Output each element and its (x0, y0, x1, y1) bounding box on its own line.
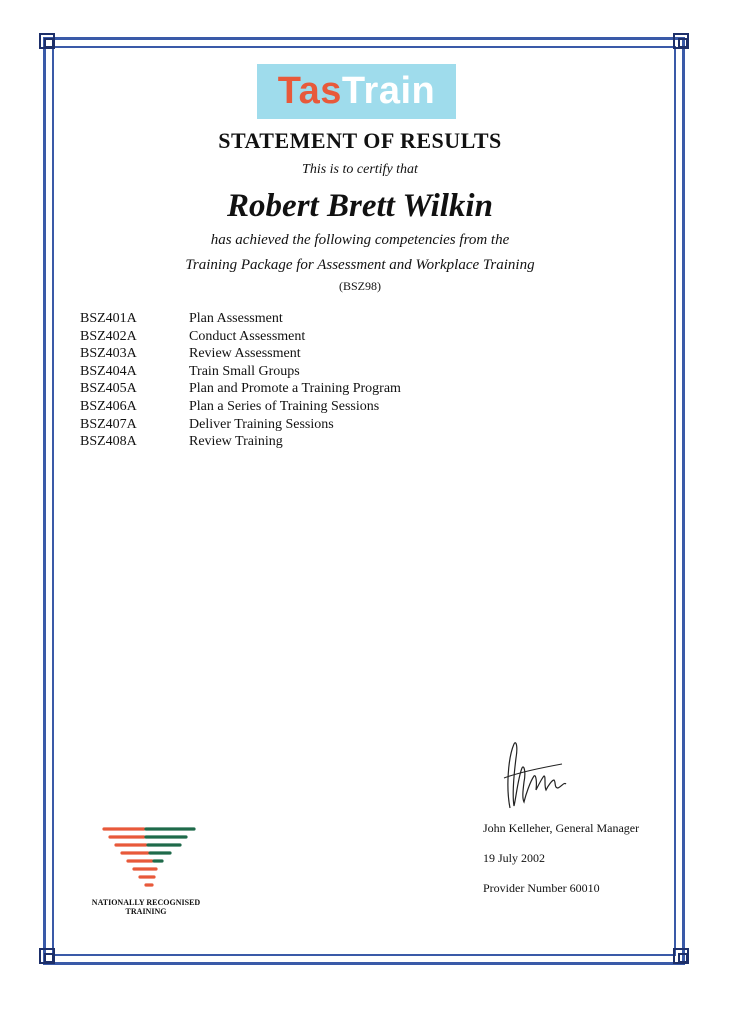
nrt-label (84, 898, 208, 916)
unit-name: Review Training (189, 434, 283, 450)
unit-code: BSZ404A (80, 363, 137, 379)
training-package-name: Training Package for Assessment and Workplace Training (185, 257, 535, 273)
list-item (80, 416, 401, 434)
list-item (80, 433, 401, 451)
unit-name: Deliver Training Sessions (189, 416, 334, 432)
corner-ornament (39, 948, 55, 964)
corner-ornament (39, 33, 55, 49)
issue-date: 19 July 2002 (483, 851, 546, 865)
list-item (80, 310, 401, 328)
provider-number: Provider Number 60010 (483, 881, 600, 895)
corner-ornament (673, 948, 689, 964)
tastrain-logo (257, 64, 456, 119)
signatory-name: John Kelleher, General Manager (483, 821, 640, 835)
unit-code: BSZ402A (80, 328, 137, 344)
nrt-label-line2: TRAINING (125, 907, 167, 916)
unit-code: BSZ406A (80, 398, 137, 414)
list-item (80, 363, 401, 381)
list-item (80, 328, 401, 346)
signatory-block (483, 821, 639, 911)
unit-code: BSZ405A (80, 381, 137, 397)
unit-code: BSZ403A (80, 346, 137, 362)
unit-name: Conduct Assessment (189, 328, 306, 344)
document-title: STATEMENT OF RESULTS (218, 128, 502, 153)
unit-code: BSZ401A (80, 311, 137, 326)
certify-line: This is to certify that (302, 162, 418, 177)
signature-image (500, 738, 570, 810)
nationally-recognised-training-logo (100, 825, 200, 890)
unit-name: Train Small Groups (189, 363, 300, 379)
competency-list (80, 310, 401, 451)
training-package-code: (BSZ98) (339, 279, 381, 293)
unit-name: Review Assessment (189, 346, 301, 362)
nrt-label-line1: NATIONALLY RECOGNISED (91, 898, 201, 907)
unit-name: Plan a Series of Training Sessions (189, 398, 380, 414)
logo-part-train: Train (341, 70, 436, 112)
list-item (80, 345, 401, 363)
logo-part-tas: Tas (277, 70, 342, 112)
unit-code: BSZ408A (80, 434, 137, 450)
achieved-line: has achieved the following competencies from the (210, 232, 510, 248)
recipient-name: Robert Brett Wilkin (227, 188, 493, 224)
unit-name: Plan Assessment (189, 311, 283, 326)
list-item (80, 380, 401, 398)
corner-ornament (673, 33, 689, 49)
unit-code: BSZ407A (80, 416, 137, 432)
unit-name: Plan and Promote a Training Program (189, 381, 401, 397)
list-item (80, 398, 401, 416)
inner-border (52, 46, 676, 956)
